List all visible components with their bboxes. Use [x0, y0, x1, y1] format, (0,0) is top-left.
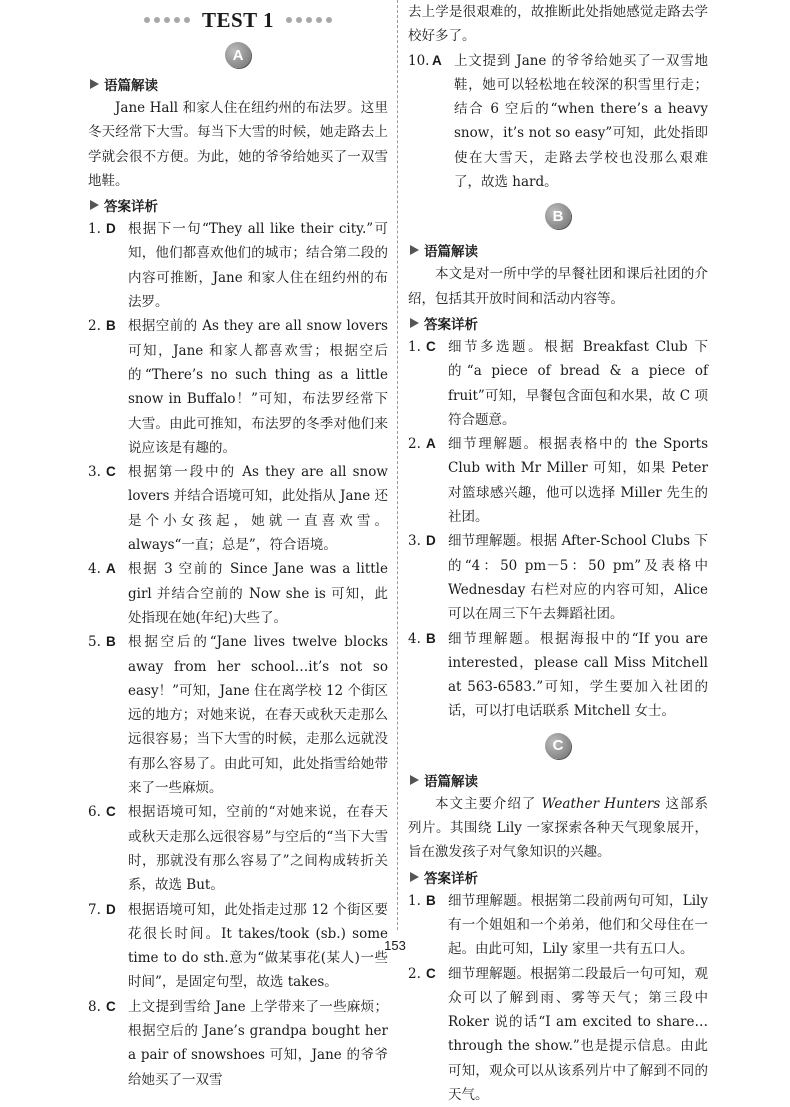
answer-item: 3. C 根据第一段中的 As they are all snow lovers 并结合语境可知，此处指从 Jane 还是个小女孩起，她就一直喜欢雪。always“一直；总是”，符合语境。: [88, 460, 388, 557]
passage-a-badge: A: [225, 42, 251, 68]
passage-b-answers-heading: 答案详析: [408, 311, 708, 335]
passage-b-reading-heading: 语篇解读: [408, 238, 708, 262]
column-divider: [397, 0, 398, 930]
answer-explanation: 根据下一句“They all like their city.”可知，他们都喜欢他们的城市；结合第二段的内容可推断，Jane 和家人住在纽约州的布法罗。: [128, 217, 388, 314]
answer-explanation: 根据 3 空前的 Since Jane was a little girl 并结合空前的 Now she is 可知，此处指现在她(年纪)大些了。: [128, 557, 388, 630]
answer-letter: B: [106, 630, 128, 800]
passage-a-answers-heading: 答案详析: [88, 193, 388, 217]
answer-item: 10. A 上文提到 Jane 的爷爷给她买了一双雪地鞋，她可以轻松地在较深的积雪里行走；结合 6 空后的“when there’s a heavy snow，it’s not so easy”可知，此处指即使在大雪天，走路去学校也没那么艰难了，故选 hard。: [408, 49, 708, 195]
passage-c-answers-heading: 答案详析: [408, 865, 708, 889]
answer-explanation: 细节理解题。根据第二段前两句可知，Lily 有一个姐姐和一个弟弟，他们和父母住在一起。由此可知，Lily 家里一共有五口人。: [448, 889, 708, 962]
answer-explanation: 根据语境可知，空前的“对她来说，在春天或秋天走那么远很容易”与空后的“当下大雪时，那就没有那么容易了”之间构成转折关系，故选 But。: [128, 800, 388, 897]
page-number: 153: [0, 938, 790, 953]
answer-letter: D: [106, 898, 128, 995]
passage-c-reading-heading: 语篇解读: [408, 768, 708, 792]
passage-b-reading-text: 本文是对一所中学的早餐社团和课后社团的介绍，包括其开放时间和活动内容等。: [408, 262, 708, 311]
answer-letter: D: [426, 529, 448, 626]
answer-letter: C: [106, 460, 128, 557]
answer-explanation: 细节理解题。根据海报中的“If you are interested，please call Miss Mitchell at 563-6583.”可知，学生要加入社团的话，可以打电话联系 Mitchell 女士。: [448, 627, 708, 724]
answer-letter: B: [106, 314, 128, 460]
answer-letter: A: [426, 432, 448, 529]
answer-explanation: 细节理解题。根据表格中的 the Sports Club with Mr Miller 可知，如果 Peter 对篮球感兴趣，他可以选择 Miller 先生的社团。: [448, 432, 708, 529]
answer-letter: D: [106, 217, 128, 314]
answer-item: 4. A 根据 3 空前的 Since Jane was a little girl 并结合空前的 Now she is 可知，此处指现在她(年纪)大些了。: [88, 557, 388, 630]
answer-item: 1. B 细节理解题。根据第二段前两句可知，Lily 有一个姐姐和一个弟弟，他们和父母住在一起。由此可知，Lily 家里一共有五口人。: [408, 889, 708, 962]
answer-item: 4. B 细节理解题。根据海报中的“If you are interested，please call Miss Mitchell at 563-6583.”可知，学生要加入社团的话，可以打电话联系 Mitchell 女士。: [408, 627, 708, 724]
answer-continuation: 去上学是很艰难的，故推断此处指她感觉走路去学校好多了。: [408, 0, 708, 49]
answer-item: 2. A 细节理解题。根据表格中的 the Sports Club with Mr Miller 可知，如果 Peter 对篮球感兴趣，他可以选择 Miller 先生的社团。: [408, 432, 708, 529]
answer-letter: B: [426, 627, 448, 724]
test-title: TEST 1: [202, 8, 274, 33]
arrow-icon: [410, 318, 419, 328]
arrow-icon: [410, 245, 419, 255]
answer-item: 2. B 根据空前的 As they are all snow lovers 可知，Jane 和家人都喜欢雪；根据空后的“There’s no such thing as a little snow in Buffalo！”可知，布法罗经常下大雪。由此可推知，布法罗的冬季对他们来说应该是有趣的。: [88, 314, 388, 460]
answer-explanation: 细节理解题。根据 After-School Clubs 下的“4：50 pm－5：50 pm”及表格中 Wednesday 右栏对应的内容可知，Alice 可以在周三下午去舞蹈社团。: [448, 529, 708, 626]
answer-item: 3. D 细节理解题。根据 After-School Clubs 下的“4：50 pm－5：50 pm”及表格中 Wednesday 右栏对应的内容可知，Alice 可以在周三下午去舞蹈社团。: [408, 529, 708, 626]
passage-c-badge: C: [545, 733, 571, 759]
arrow-icon: [410, 872, 419, 882]
answer-explanation: 细节理解题。根据第二段最后一句可知，观众可以了解到雨、雾等天气；第三段中 Roker 说的话“I am excited to share… through the show.”也是提示信息。由此可知，观众可以从该系列片中了解到不同的天气。: [448, 962, 708, 1107]
answer-letter: A: [106, 557, 128, 630]
answer-explanation: 根据空前的 As they are all snow lovers 可知，Jane 和家人都喜欢雪；根据空后的“There’s no such thing as a little snow in Buffalo！”可知，布法罗经常下大雪。由此可推知，布法罗的冬季对他们来说应该是有趣的。: [128, 314, 388, 460]
passage-a-reading-text: Jane Hall 和家人住在纽约州的布法罗。这里冬天经常下大雪。每当下大雪的时候，她走路去上学就会很不方便。为此，她的爷爷给她买了一双雪地鞋。: [88, 96, 388, 193]
answer-item: 7. D 根据语境可知，此处指走过那 12 个街区要花很长时间。It takes/took (sb.) some time to do sth.意为“做某事花(某人)一些时间”，是固定句型，故选 takes。: [88, 898, 388, 995]
answer-explanation: 根据语境可知，此处指走过那 12 个街区要花很长时间。It takes/took (sb.) some time to do sth.意为“做某事花(某人)一些时间”，是固定句型，故选 takes。: [128, 898, 388, 995]
answer-letter: C: [426, 962, 448, 1107]
answer-explanation: 细节多选题。根据 Breakfast Club 下的“a piece of bread & a piece of fruit”可知，早餐包含面包和水果，故 C 项符合题意。: [448, 335, 708, 432]
answer-letter: B: [426, 889, 448, 962]
arrow-icon: [90, 200, 99, 210]
answer-item: 2. C 细节理解题。根据第二段最后一句可知，观众可以了解到雨、雾等天气；第三段中 Roker 说的话“I am excited to share… through the show.”也是提示信息。由此可知，观众可以从该系列片中了解到不同的天气。: [408, 962, 708, 1107]
header-dots-right: [286, 17, 332, 23]
passage-b-badge: B: [545, 203, 571, 229]
arrow-icon: [410, 775, 419, 785]
test-header: [88, 2, 388, 38]
answer-item: 1. D 根据下一句“They all like their city.”可知，他们都喜欢他们的城市；结合第二段的内容可推断，Jane 和家人住在纽约州的布法罗。: [88, 217, 388, 314]
answer-item: 8. C 上文提到雪给 Jane 上学带来了一些麻烦；根据空后的 Jane’s grandpa bought her a pair of snowshoes 可知，Jane 的爷爷给她买了一双雪: [88, 995, 388, 1092]
answer-explanation: 根据第一段中的 As they are all snow lovers 并结合语境可知，此处指从 Jane 还是个小女孩起，她就一直喜欢雪。always“一直；总是”，符合语境。: [128, 460, 388, 557]
passage-a-reading-heading: 语篇解读: [88, 72, 388, 96]
answer-letter: C: [426, 335, 448, 432]
passage-c-reading-text: 本文主要介绍了 Weather Hunters 这部系列片。其围绕 Lily 一家探索各种天气现象展开，旨在激发孩子对气象知识的兴趣。: [408, 792, 708, 865]
header-dots-left: [144, 17, 190, 23]
left-column: [88, 0, 388, 1092]
answer-item: 5. B 根据空后的“Jane lives twelve blocks away from her school…it’s not so easy！”可知，Jane 住在离学校 12 个街区远的地方；对她来说，在春天或秋天走那么远很容易；当下大雪的时候，走那么远就没有那么容易了。由此可知，此处指雪给她带来了一些麻烦。: [88, 630, 388, 800]
arrow-icon: [90, 79, 99, 89]
answer-explanation: 上文提到 Jane 的爷爷给她买了一双雪地鞋，她可以轻松地在较深的积雪里行走；结合 6 空后的“when there’s a heavy snow，it’s not so easy”可知，此处指即使在大雪天，走路去学校也没那么艰难了，故选 hard。: [454, 49, 708, 195]
answer-item: 1. C 细节多选题。根据 Breakfast Club 下的“a piece of bread & a piece of fruit”可知，早餐包含面包和水果，故 C 项符合题意。: [408, 335, 708, 432]
answer-letter: A: [432, 49, 454, 195]
answer-item: 6. C 根据语境可知，空前的“对她来说，在春天或秋天走那么远很容易”与空后的“当下大雪时，那就没有那么容易了”之间构成转折关系，故选 But。: [88, 800, 388, 897]
answer-letter: C: [106, 800, 128, 897]
series-title: Weather Hunters: [542, 796, 661, 812]
answer-explanation: 根据空后的“Jane lives twelve blocks away from her school…it’s not so easy！”可知，Jane 住在离学校 12 个街区远的地方；对她来说，在春天或秋天走那么远很容易；当下大雪的时候，走那么远就没有那么容易了。由此可知，此处指雪给她带来了一些麻烦。: [128, 630, 388, 800]
answer-letter: C: [106, 995, 128, 1092]
answer-explanation: 上文提到雪给 Jane 上学带来了一些麻烦；根据空后的 Jane’s grandpa bought her a pair of snowshoes 可知，Jane 的爷爷给她买了一双雪: [128, 995, 388, 1092]
